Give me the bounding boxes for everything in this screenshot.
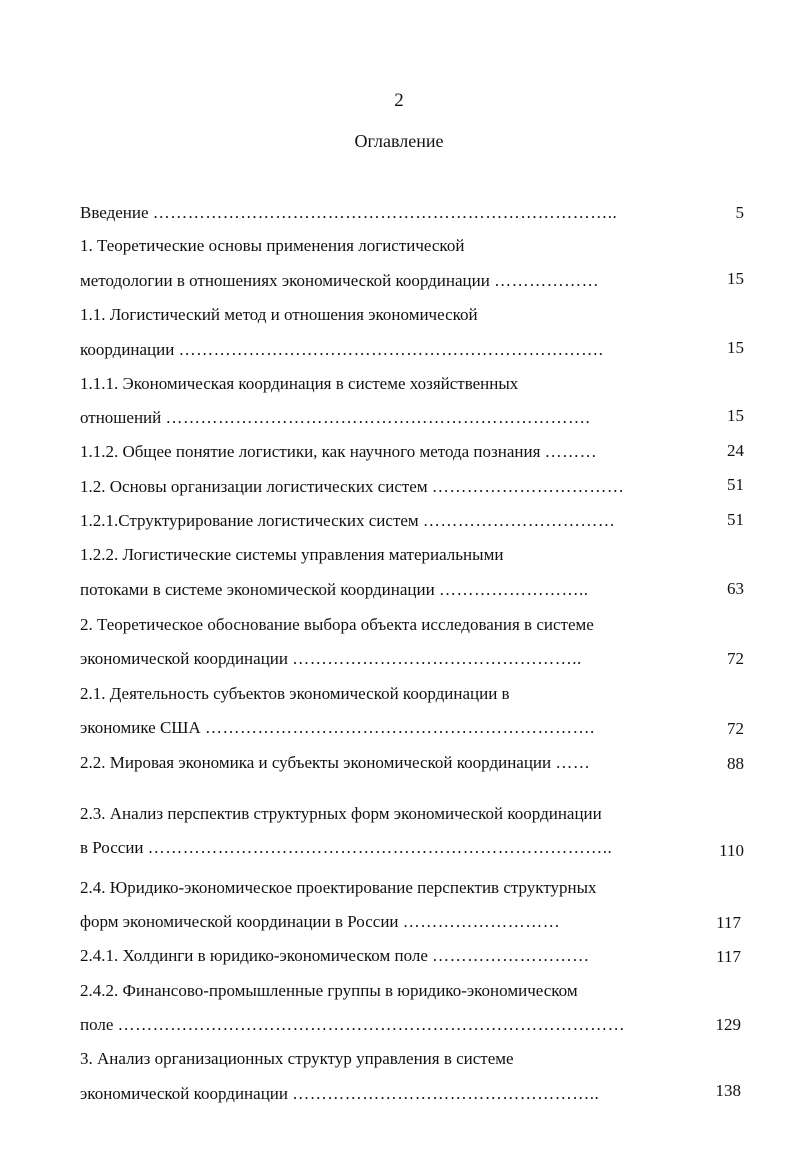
toc-entry-dots: ………………………………………….. (292, 649, 582, 668)
toc-entry-dots: …………………………………………………………. (204, 718, 595, 737)
toc-entry-text: 2.4.2. Финансово-промышленные группы в юридико-экономическом (80, 981, 578, 1000)
toc-entry-text: 1.2.1.Структурирование логистических систем (80, 511, 419, 530)
toc-entry-text: потоками в системе экономической координации (80, 580, 435, 599)
toc-entry-text: экономике США (80, 718, 201, 737)
toc-entry-dots: …………………………………………….. (292, 1084, 600, 1103)
toc-entry-2-4-2-line2 (80, 1014, 625, 1036)
toc-entry-dots: …………………………………………………………………….. (152, 203, 618, 222)
toc-entry-text: 1.2.2. Логистические системы управления материальными (80, 545, 504, 564)
toc-entry-dots: …………………….. (438, 580, 589, 599)
toc-entry-text: 1. Теоретические основы применения логистической (80, 236, 465, 255)
toc-entry-dots: …………………………… (431, 477, 625, 496)
toc-entry-page: 88 (727, 754, 744, 773)
toc-entry-text: в России (80, 838, 144, 857)
toc-entry-text: 2. Теоретическое обоснование выбора объекта исследования в системе (80, 615, 594, 634)
toc-title: Оглавление (354, 131, 444, 151)
toc-entry-page: 117 (716, 913, 741, 932)
toc-entry-intro (80, 202, 617, 224)
toc-entry-dots: ……………………… (432, 946, 590, 965)
toc-entry-text: 1.1.1. Экономическая координация в системе хозяйственных (80, 374, 519, 393)
toc-entry-3-line1 (80, 1048, 514, 1070)
toc-entry-text: 1.1.2. Общее понятие логистики, как научного метода познания (80, 442, 541, 461)
toc-entry-text: 2.4.1. Холдинги в юридико-экономическом поле (80, 946, 428, 965)
toc-entry-dots: …………………………… (422, 511, 616, 530)
toc-entry-1-2-2-line1 (80, 544, 503, 566)
toc-entry-dots: …… (555, 753, 591, 772)
toc-entry-text: 1.1. Логистический метод и отношения экономической (80, 305, 478, 324)
toc-entry-page: 24 (727, 441, 744, 460)
toc-entry-text: 2.4. Юридико-экономическое проектирование перспектив структурных (80, 878, 597, 897)
toc-entry-1-line1 (80, 235, 464, 257)
toc-entry-dots: …………………………………………………………………………… (117, 1015, 626, 1034)
toc-entry-dots: ……………… (494, 271, 600, 290)
toc-entry-2-2 (80, 752, 590, 774)
toc-entry-dots: ………………………………………………………………. (178, 340, 604, 359)
toc-entry-page: 15 (727, 269, 744, 288)
toc-entry-1-2-1 (80, 510, 615, 532)
toc-entry-1-line2 (80, 270, 599, 292)
toc-entry-2-4-line1 (80, 877, 597, 899)
toc-entry-page: 51 (727, 475, 744, 494)
toc-entry-2-1-line1 (80, 683, 510, 705)
toc-entry-text: Введение (80, 203, 149, 222)
toc-entry-1-1-1-line1 (80, 373, 518, 395)
toc-entry-text: 2.2. Мировая экономика и субъекты экономической координации (80, 753, 552, 772)
toc-entry-2-3-line2 (80, 837, 612, 859)
toc-entry-2-4-1 (80, 945, 590, 967)
toc-entry-text: методологии в отношениях экономической координации (80, 271, 490, 290)
toc-entry-text: 3. Анализ организационных структур управления в системе (80, 1049, 514, 1068)
toc-entry-dots: ………………………………………………………………. (165, 408, 591, 427)
toc-entry-text: 2.3. Анализ перспектив структурных форм экономической координации (80, 804, 602, 823)
toc-entry-text: отношений (80, 408, 162, 427)
toc-entry-text: координации (80, 340, 175, 359)
toc-entry-page: 72 (727, 649, 744, 668)
toc-entry-1-1-line2 (80, 339, 603, 361)
toc-entry-page: 15 (727, 338, 744, 357)
toc-entry-page: 110 (719, 841, 744, 860)
toc-entry-dots: ……………………… (402, 912, 561, 931)
toc-entry-2-line1 (80, 614, 594, 636)
toc-entry-text: 1.2. Основы организации логистических систем (80, 477, 428, 496)
toc-entry-page: 15 (727, 406, 744, 425)
toc-entry-page: 5 (735, 203, 744, 222)
toc-entry-dots: …………………………………………………………………….. (147, 838, 613, 857)
toc-entry-1-1-2 (80, 441, 597, 463)
toc-entry-page: 72 (727, 719, 744, 738)
toc-entry-2-4-line2 (80, 911, 560, 933)
toc-entry-2-1-line2 (80, 717, 595, 739)
toc-entry-text: поле (80, 1015, 114, 1034)
toc-entry-text: форм экономической координации в России (80, 912, 399, 931)
toc-entry-text: экономической координации (80, 1084, 288, 1103)
toc-entry-2-line2 (80, 648, 582, 670)
toc-entry-dots: ……… (544, 442, 598, 461)
toc-entry-page: 138 (715, 1081, 741, 1100)
toc-entry-page: 117 (716, 947, 741, 966)
toc-entry-2-4-2-line1 (80, 980, 578, 1002)
toc-entry-text: экономической координации (80, 649, 288, 668)
toc-entry-text: 2.1. Деятельность субъектов экономической координации в (80, 684, 510, 703)
toc-entry-1-1-1-line2 (80, 407, 590, 429)
toc-entry-page: 63 (727, 579, 744, 598)
toc-entry-2-3-line1 (80, 803, 602, 825)
toc-entry-1-2-2-line2 (80, 579, 588, 601)
page-number: 2 (394, 90, 404, 111)
toc-entry-1-2 (80, 476, 624, 498)
toc-entry-1-1-line1 (80, 304, 478, 326)
toc-entry-page: 129 (715, 1015, 741, 1034)
toc-entry-3-line2 (80, 1083, 599, 1105)
toc-entry-page: 51 (727, 510, 744, 529)
